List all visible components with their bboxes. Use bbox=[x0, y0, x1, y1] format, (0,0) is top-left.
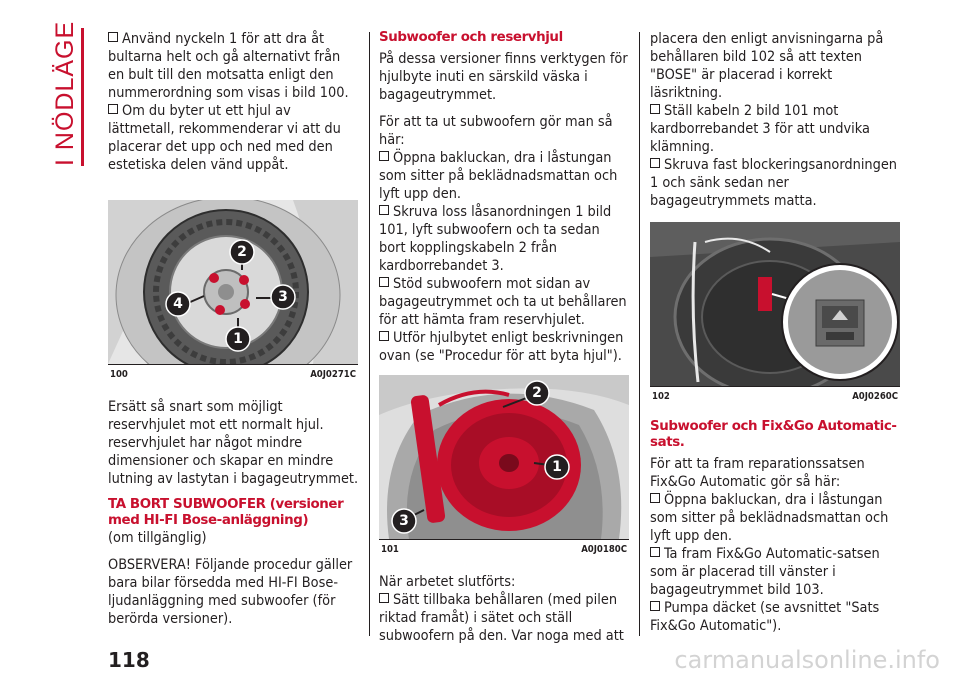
instruction-item: Ta fram Fix&Go Automatic-satsen som är placerad till vänster i bagageutrymmet bild 103. bbox=[650, 545, 902, 599]
instruction-item: Om du byter ut ett hjul av lättmetall, rekommenderar vi att du placerar det upp och ned med den estetiska delen vänd uppåt. bbox=[108, 102, 360, 174]
figure-number: 100 bbox=[110, 369, 128, 380]
figure-102 bbox=[650, 222, 900, 405]
instruction-item: Öppna bakluckan, dra i låstungan som sitter på beklädnadsmattan och lyft upp den. bbox=[379, 149, 629, 203]
section-heading: Subwoofer och reservhjul bbox=[379, 30, 563, 45]
column-1 bbox=[108, 30, 360, 628]
svg-text:4: 4 bbox=[173, 296, 183, 312]
section-tab-rule bbox=[81, 28, 84, 166]
callout-3 bbox=[271, 285, 295, 309]
svg-text:1: 1 bbox=[233, 331, 243, 347]
svg-text:1: 1 bbox=[552, 459, 562, 475]
callout-4 bbox=[166, 292, 190, 316]
instruction-item: Använd nyckeln 1 för att dra åt bultarna helt och gå alternativt från en bult till den motsatta enligt den nummerordning som visas i bild 100. bbox=[108, 30, 360, 102]
figure-number: 101 bbox=[381, 544, 399, 555]
paragraph: För att ta ut subwoofern gör man så här: bbox=[379, 114, 613, 148]
instruction-item: Pumpa däcket (se avsnittet "Sats Fix&Go Automatic"). bbox=[650, 599, 902, 635]
figure-code: A0J0180C bbox=[581, 544, 627, 555]
callout-1 bbox=[226, 327, 250, 351]
instruction-item: Skruva fast blockeringsanordningen 1 och sänk sedan ner bagageutrymmets matta. bbox=[650, 156, 902, 210]
svg-text:3: 3 bbox=[399, 513, 409, 529]
callout-2 bbox=[230, 240, 254, 264]
paragraph: På dessa versioner finns verktygen för hjulbyte inuti en särskild väska i bagageutrymmet. bbox=[379, 51, 628, 103]
paragraph: Ersätt så snart som möjligt reservhjulet mot ett normalt hjul. reservhjulet har något mindre dimensioner och skapar en mindre lutning av lastytan i bagageutrymmet. bbox=[108, 399, 359, 487]
watermark: carmanualsonline.info bbox=[674, 646, 940, 674]
figure-code: A0J0260C bbox=[852, 391, 898, 402]
column-divider bbox=[369, 32, 370, 636]
paragraph: För att ta fram reparationssatsen Fix&Go Automatic gör så här: bbox=[650, 456, 865, 490]
figure-number: 102 bbox=[652, 391, 670, 402]
subwoofer-illustration bbox=[379, 375, 629, 539]
section-heading: Subwoofer och Fix&Go Automatic-sats. bbox=[650, 419, 897, 450]
instruction-item: Ställ kabeln 2 bild 101 mot kardborrebandet 3 för att undvika klämning. bbox=[650, 102, 902, 156]
figure-100 bbox=[108, 200, 358, 383]
instruction-item: Skruva loss låsanordningen 1 bild 101, lyft subwoofern och ta sedan bort kopplingskabeln 2 från kardborrebandet 3. bbox=[379, 203, 629, 275]
paragraph: placera den enligt anvisningarna på behållaren bild 102 så att texten "BOSE" är placerad i korrekt läsriktning. bbox=[650, 31, 884, 101]
instruction-item: Utför hjulbytet enligt beskrivningen ovan (se "Procedur för att byta hjul"). bbox=[379, 329, 629, 365]
wheel-illustration bbox=[108, 200, 358, 364]
callout-2 bbox=[525, 381, 549, 405]
section-heading: TA BORT SUBWOOFER (versioner med HI-FI Bose-anläggning) bbox=[108, 497, 344, 528]
instruction-item: Sätt tillbaka behållaren (med pilen riktad framåt) i sätet och ställ subwoofern på den. Var noga med att bbox=[379, 591, 629, 645]
spare-wheel-illustration bbox=[650, 222, 900, 386]
callout-3 bbox=[392, 509, 416, 533]
paragraph: OBSERVERA! Följande procedur gäller bara bilar försedda med HI-FI Bose-ljudanläggning med subwoofer (för berörda versioner). bbox=[108, 557, 353, 627]
figure-code: A0J0271C bbox=[310, 369, 356, 380]
figure-caption bbox=[379, 539, 629, 558]
instruction-item: Stöd subwoofern mot sidan av bagageutrymmet och ta ut behållaren för att hämta fram reservhjulet. bbox=[379, 275, 629, 329]
section-tab-label: I NÖDLÄGE bbox=[51, 20, 79, 166]
page-number: 118 bbox=[108, 648, 150, 672]
column-divider bbox=[639, 32, 640, 636]
figure-caption bbox=[650, 386, 900, 405]
instruction-item: Öppna bakluckan, dra i låstungan som sitter på beklädnadsmattan och lyft upp den. bbox=[650, 491, 902, 545]
callout-1 bbox=[545, 455, 569, 479]
figure-101 bbox=[379, 375, 629, 558]
section-tab bbox=[50, 20, 80, 166]
figure-caption bbox=[108, 364, 358, 383]
column-3 bbox=[650, 30, 902, 635]
column-2 bbox=[379, 30, 629, 645]
svg-text:2: 2 bbox=[237, 244, 247, 260]
section-subheading: (om tillgänglig) bbox=[108, 530, 207, 546]
paragraph: När arbetet slutförts: bbox=[379, 574, 516, 590]
svg-text:2: 2 bbox=[532, 385, 542, 401]
svg-text:3: 3 bbox=[278, 289, 288, 305]
